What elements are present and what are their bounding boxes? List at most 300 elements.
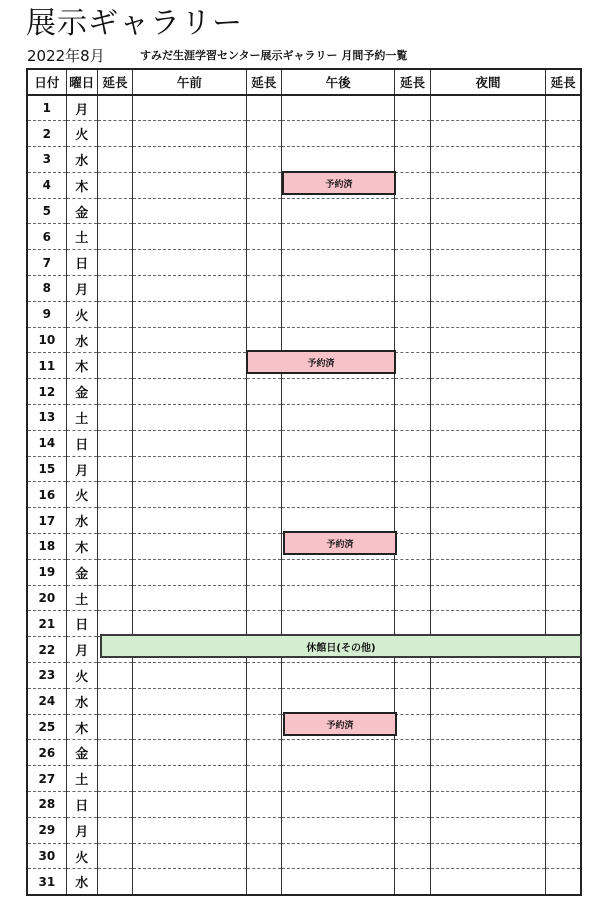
date-cell: 30 [27,843,66,869]
morning-cell [133,250,247,276]
weekday-cell: 金 [66,559,97,585]
evening-cell [430,379,546,405]
booking-day-4: 予約済 [282,171,396,195]
morning-cell [133,714,247,740]
evening-cell [430,482,546,508]
table-row [27,766,581,792]
date-cell: 11 [27,353,66,379]
month-label: 2022年8月 [27,47,105,65]
extension-3-cell [395,172,430,198]
evening-cell [430,611,546,637]
extension-4-cell [546,456,581,482]
extension-3-cell [395,327,430,353]
header-extension-4: 延長 [546,69,581,95]
date-cell: 2 [27,121,66,147]
weekday-cell: 木 [66,353,97,379]
weekday-cell: 月 [66,95,97,121]
weekday-cell: 水 [66,508,97,534]
weekday-cell: 月 [66,276,97,302]
extension-2-cell [246,611,281,637]
extension-3-cell [395,843,430,869]
table-row [27,740,581,766]
extension-3-cell [395,405,430,431]
weekday-cell: 火 [66,301,97,327]
extension-4-cell [546,766,581,792]
morning-cell [133,559,247,585]
extension-4-cell [546,740,581,766]
date-cell: 3 [27,147,66,173]
extension-1-cell [97,714,132,740]
booking-day-11: 予約済 [246,350,396,374]
extension-1-cell [97,95,132,121]
extension-1-cell [97,663,132,689]
table-row [27,198,581,224]
morning-cell [133,792,247,818]
extension-2-cell [246,792,281,818]
morning-cell [133,95,247,121]
date-cell: 17 [27,508,66,534]
header-extension-2: 延長 [246,69,281,95]
extension-2-cell [246,121,281,147]
table-row [27,482,581,508]
date-cell: 19 [27,559,66,585]
afternoon-cell [281,250,395,276]
extension-3-cell [395,430,430,456]
extension-4-cell [546,817,581,843]
table-row [27,611,581,637]
morning-cell [133,301,247,327]
morning-cell [133,353,247,379]
extension-1-cell [97,559,132,585]
header-evening: 夜間 [430,69,546,95]
extension-4-cell [546,430,581,456]
table-row [27,147,581,173]
extension-1-cell [97,172,132,198]
date-cell: 26 [27,740,66,766]
extension-4-cell [546,301,581,327]
extension-3-cell [395,792,430,818]
header-extension-3: 延長 [395,69,430,95]
weekday-cell: 木 [66,714,97,740]
date-cell: 29 [27,817,66,843]
evening-cell [430,792,546,818]
afternoon-cell [281,95,395,121]
extension-4-cell [546,843,581,869]
date-cell: 10 [27,327,66,353]
afternoon-cell [281,405,395,431]
extension-1-cell [97,817,132,843]
extension-4-cell [546,353,581,379]
extension-3-cell [395,198,430,224]
extension-3-cell [395,250,430,276]
evening-cell [430,456,546,482]
extension-3-cell [395,121,430,147]
header-morning: 午前 [133,69,247,95]
extension-1-cell [97,301,132,327]
extension-2-cell [246,379,281,405]
extension-3-cell [395,508,430,534]
afternoon-cell [281,301,395,327]
extension-4-cell [546,250,581,276]
date-cell: 4 [27,172,66,198]
evening-cell [430,869,546,895]
extension-3-cell [395,482,430,508]
evening-cell [430,327,546,353]
extension-3-cell [395,869,430,895]
extension-4-cell [546,611,581,637]
evening-cell [430,353,546,379]
table-row [27,250,581,276]
extension-3-cell [395,534,430,560]
evening-cell [430,843,546,869]
afternoon-cell [281,843,395,869]
weekday-cell: 水 [66,688,97,714]
table-row [27,95,581,121]
extension-4-cell [546,482,581,508]
header-extension-1: 延長 [97,69,132,95]
morning-cell [133,766,247,792]
extension-4-cell [546,714,581,740]
extension-2-cell [246,508,281,534]
morning-cell [133,869,247,895]
weekday-cell: 火 [66,121,97,147]
extension-4-cell [546,327,581,353]
extension-4-cell [546,276,581,302]
extension-4-cell [546,224,581,250]
table-row [27,688,581,714]
extension-2-cell [246,663,281,689]
morning-cell [133,663,247,689]
date-cell: 16 [27,482,66,508]
extension-4-cell [546,172,581,198]
extension-1-cell [97,327,132,353]
table-row [27,869,581,895]
table-row [27,456,581,482]
afternoon-cell [281,508,395,534]
extension-2-cell [246,534,281,560]
evening-cell [430,430,546,456]
weekday-cell: 月 [66,817,97,843]
weekday-cell: 水 [66,327,97,353]
table-row [27,430,581,456]
afternoon-cell [281,766,395,792]
afternoon-cell [281,430,395,456]
weekday-cell: 日 [66,430,97,456]
extension-1-cell [97,276,132,302]
page-title: 展示ギャラリー [26,6,243,41]
extension-4-cell [546,198,581,224]
extension-2-cell [246,276,281,302]
extension-2-cell [246,250,281,276]
evening-cell [430,95,546,121]
closed-day-22: 休館日(その他) [100,634,582,658]
extension-3-cell [395,456,430,482]
date-cell: 27 [27,766,66,792]
extension-1-cell [97,740,132,766]
extension-4-cell [546,792,581,818]
extension-2-cell [246,224,281,250]
extension-2-cell [246,740,281,766]
morning-cell [133,405,247,431]
extension-3-cell [395,714,430,740]
date-cell: 7 [27,250,66,276]
date-cell: 5 [27,198,66,224]
extension-1-cell [97,482,132,508]
date-cell: 21 [27,611,66,637]
morning-cell [133,585,247,611]
table-row [27,301,581,327]
extension-1-cell [97,766,132,792]
extension-1-cell [97,611,132,637]
evening-cell [430,740,546,766]
extension-2-cell [246,95,281,121]
extension-2-cell [246,482,281,508]
afternoon-cell [281,559,395,585]
extension-1-cell [97,869,132,895]
evening-cell [430,147,546,173]
extension-2-cell [246,147,281,173]
afternoon-cell [281,482,395,508]
date-cell: 24 [27,688,66,714]
morning-cell [133,224,247,250]
extension-2-cell [246,585,281,611]
morning-cell [133,172,247,198]
date-cell: 12 [27,379,66,405]
extension-1-cell [97,534,132,560]
weekday-cell: 火 [66,843,97,869]
extension-1-cell [97,508,132,534]
date-cell: 13 [27,405,66,431]
extension-4-cell [546,585,581,611]
afternoon-cell [281,147,395,173]
morning-cell [133,147,247,173]
table-row [27,276,581,302]
table-row [27,508,581,534]
extension-3-cell [395,663,430,689]
extension-4-cell [546,663,581,689]
date-cell: 20 [27,585,66,611]
extension-2-cell [246,172,281,198]
schedule-subtitle: すみだ生涯学習センター展示ギャラリー 月間予約一覧 [140,49,408,62]
extension-4-cell [546,405,581,431]
extension-2-cell [246,430,281,456]
extension-3-cell [395,147,430,173]
date-cell: 31 [27,869,66,895]
extension-2-cell [246,817,281,843]
afternoon-cell [281,585,395,611]
extension-1-cell [97,843,132,869]
afternoon-cell [281,817,395,843]
afternoon-cell [281,611,395,637]
weekday-cell: 土 [66,405,97,431]
header-date: 日付 [27,69,66,95]
extension-1-cell [97,585,132,611]
morning-cell [133,843,247,869]
morning-cell [133,611,247,637]
extension-2-cell [246,456,281,482]
extension-3-cell [395,688,430,714]
table-row [27,405,581,431]
table-row [27,121,581,147]
afternoon-cell [281,740,395,766]
weekday-cell: 日 [66,792,97,818]
date-cell: 14 [27,430,66,456]
extension-3-cell [395,95,430,121]
table-row [27,663,581,689]
date-cell: 8 [27,276,66,302]
table-row [27,585,581,611]
extension-3-cell [395,379,430,405]
weekday-cell: 土 [66,585,97,611]
morning-cell [133,198,247,224]
booking-day-25: 予約済 [283,712,397,736]
afternoon-cell [281,869,395,895]
morning-cell [133,688,247,714]
table-row [27,792,581,818]
morning-cell [133,817,247,843]
extension-4-cell [546,508,581,534]
weekday-cell: 土 [66,766,97,792]
extension-1-cell [97,688,132,714]
extension-3-cell [395,353,430,379]
weekday-cell: 金 [66,198,97,224]
extension-2-cell [246,843,281,869]
weekday-cell: 日 [66,611,97,637]
weekday-cell: 土 [66,224,97,250]
table-row [27,379,581,405]
weekday-cell: 火 [66,482,97,508]
morning-cell [133,276,247,302]
weekday-cell: 木 [66,172,97,198]
extension-2-cell [246,405,281,431]
extension-3-cell [395,611,430,637]
extension-3-cell [395,817,430,843]
extension-3-cell [395,559,430,585]
evening-cell [430,405,546,431]
weekday-cell: 木 [66,534,97,560]
weekday-cell: 金 [66,740,97,766]
extension-3-cell [395,740,430,766]
morning-cell [133,482,247,508]
extension-3-cell [395,585,430,611]
evening-cell [430,276,546,302]
extension-3-cell [395,276,430,302]
date-cell: 15 [27,456,66,482]
table-row [27,843,581,869]
evening-cell [430,663,546,689]
afternoon-cell [281,121,395,147]
extension-1-cell [97,353,132,379]
extension-4-cell [546,147,581,173]
date-cell: 28 [27,792,66,818]
date-cell: 25 [27,714,66,740]
booking-day-18: 予約済 [283,531,397,555]
afternoon-cell [281,224,395,250]
extension-2-cell [246,688,281,714]
extension-4-cell [546,688,581,714]
extension-1-cell [97,792,132,818]
date-cell: 18 [27,534,66,560]
evening-cell [430,250,546,276]
evening-cell [430,224,546,250]
extension-4-cell [546,379,581,405]
evening-cell [430,121,546,147]
extension-1-cell [97,405,132,431]
weekday-cell: 水 [66,147,97,173]
date-cell: 9 [27,301,66,327]
extension-4-cell [546,95,581,121]
evening-cell [430,559,546,585]
extension-1-cell [97,224,132,250]
morning-cell [133,430,247,456]
afternoon-cell [281,456,395,482]
afternoon-cell [281,792,395,818]
afternoon-cell [281,198,395,224]
table-row [27,817,581,843]
evening-cell [430,766,546,792]
extension-2-cell [246,714,281,740]
weekday-cell: 月 [66,637,97,663]
extension-2-cell [246,766,281,792]
morning-cell [133,456,247,482]
weekday-cell: 日 [66,250,97,276]
evening-cell [430,534,546,560]
morning-cell [133,740,247,766]
extension-2-cell [246,198,281,224]
evening-cell [430,585,546,611]
extension-2-cell [246,301,281,327]
extension-3-cell [395,301,430,327]
morning-cell [133,534,247,560]
date-cell: 22 [27,637,66,663]
date-cell: 23 [27,663,66,689]
table-row [27,224,581,250]
date-cell: 1 [27,95,66,121]
afternoon-cell [281,688,395,714]
evening-cell [430,508,546,534]
weekday-cell: 月 [66,456,97,482]
extension-1-cell [97,456,132,482]
morning-cell [133,121,247,147]
date-cell: 6 [27,224,66,250]
table-row [27,559,581,585]
weekday-cell: 水 [66,869,97,895]
table-header-row [27,69,581,95]
extension-4-cell [546,559,581,585]
extension-3-cell [395,224,430,250]
evening-cell [430,817,546,843]
extension-3-cell [395,766,430,792]
extension-1-cell [97,250,132,276]
evening-cell [430,172,546,198]
weekday-cell: 金 [66,379,97,405]
morning-cell [133,327,247,353]
header-afternoon: 午後 [281,69,395,95]
extension-1-cell [97,430,132,456]
header-dow: 曜日 [66,69,97,95]
evening-cell [430,688,546,714]
afternoon-cell [281,379,395,405]
evening-cell [430,301,546,327]
extension-2-cell [246,869,281,895]
extension-4-cell [546,869,581,895]
morning-cell [133,508,247,534]
extension-1-cell [97,379,132,405]
extension-4-cell [546,534,581,560]
evening-cell [430,714,546,740]
weekday-cell: 火 [66,663,97,689]
morning-cell [133,379,247,405]
